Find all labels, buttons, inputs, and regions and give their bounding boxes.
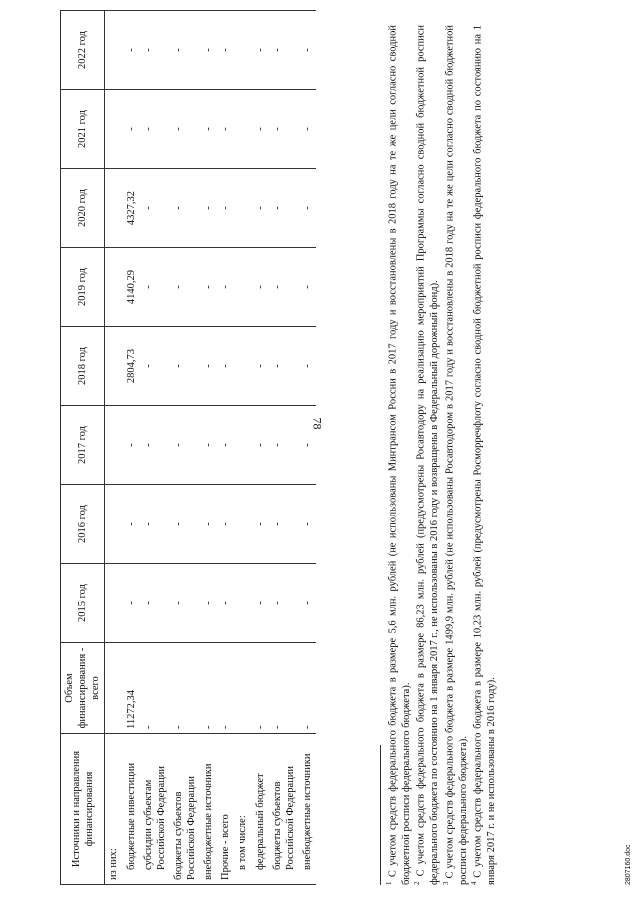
cell-year-value	[234, 327, 251, 406]
cell-year-value: 4327,32	[123, 169, 140, 248]
header-year: 2019 год	[61, 248, 105, 327]
cell-year-value: -	[217, 564, 234, 643]
cell-total: -	[299, 643, 316, 734]
cell-year-value: 4140,29	[123, 248, 140, 327]
footnote	[442, 25, 470, 885]
cell-year-value: -	[200, 11, 217, 90]
cell-year-value: -	[217, 485, 234, 564]
cell-total: -	[269, 643, 299, 734]
document-filename: 2807160.doc	[625, 844, 632, 885]
table-row	[140, 11, 170, 885]
cell-year-value: -	[269, 406, 299, 485]
cell-total: 11272,34	[123, 643, 140, 734]
header-year: 2016 год	[61, 485, 105, 564]
cell-year-value: -	[170, 169, 200, 248]
cell-year-value: -	[140, 564, 170, 643]
header-year: 2020 год	[61, 169, 105, 248]
row-label: в том числе:	[234, 734, 251, 885]
cell-year-value: -	[269, 248, 299, 327]
footnote-text: С учетом средств федерального бюджета в размере 1499,9 млн. рублей (не использованы Росавтодором в 2017 году и восстановлены в 2018 году на те же цели согласно сводной бюджетной росписи федерального бюджета).	[444, 24, 469, 885]
cell-year-value: -	[140, 248, 170, 327]
cell-year-value	[105, 564, 123, 643]
header-year: 2021 год	[61, 90, 105, 169]
cell-year-value: -	[269, 485, 299, 564]
table-row	[299, 11, 316, 885]
cell-year-value: -	[170, 564, 200, 643]
cell-year-value: -	[299, 248, 316, 327]
cell-year-value: -	[299, 406, 316, 485]
cell-year-value: -	[200, 90, 217, 169]
footnote	[413, 25, 441, 885]
cell-total: -	[217, 643, 234, 734]
row-label: Прочие - всего	[217, 734, 234, 885]
cell-year-value: -	[170, 248, 200, 327]
cell-year-value: -	[123, 406, 140, 485]
cell-year-value	[234, 564, 251, 643]
cell-year-value: -	[217, 248, 234, 327]
footnote-mark: 4	[470, 881, 479, 885]
cell-year-value: -	[252, 406, 269, 485]
cell-year-value: -	[217, 90, 234, 169]
row-label: бюджеты субъектов Российской Федерации	[170, 734, 200, 885]
row-label: внебюджетные источники	[299, 734, 316, 885]
cell-year-value: -	[200, 485, 217, 564]
footnote	[470, 25, 498, 885]
cell-year-value: -	[123, 485, 140, 564]
financing-table	[60, 10, 316, 885]
cell-year-value: -	[217, 169, 234, 248]
table-row	[200, 11, 217, 885]
cell-year-value: -	[252, 169, 269, 248]
cell-year-value: -	[252, 11, 269, 90]
row-label: бюджеты субъектов Российской Федерации	[269, 734, 299, 885]
header-year: 2017 год	[61, 406, 105, 485]
cell-year-value: -	[299, 90, 316, 169]
cell-year-value	[234, 90, 251, 169]
cell-total: -	[252, 643, 269, 734]
cell-year-value: -	[123, 90, 140, 169]
cell-year-value: -	[299, 169, 316, 248]
cell-year-value	[105, 169, 123, 248]
cell-year-value: -	[252, 485, 269, 564]
table-row	[217, 11, 234, 885]
cell-year-value: -	[170, 90, 200, 169]
cell-year-value: -	[299, 485, 316, 564]
cell-year-value	[105, 11, 123, 90]
cell-year-value: -	[269, 564, 299, 643]
cell-year-value: -	[217, 11, 234, 90]
row-label: бюджетные инвестиции	[123, 734, 140, 885]
table-row	[123, 11, 140, 885]
cell-year-value	[105, 406, 123, 485]
cell-year-value	[234, 169, 251, 248]
table-header-row	[61, 11, 105, 885]
cell-year-value: -	[200, 327, 217, 406]
table-row	[105, 11, 123, 885]
cell-year-value: -	[140, 485, 170, 564]
cell-year-value	[234, 485, 251, 564]
cell-year-value: -	[299, 11, 316, 90]
cell-year-value: -	[217, 406, 234, 485]
cell-year-value: -	[140, 90, 170, 169]
header-source: Источники и направления финансирования	[61, 734, 105, 885]
cell-year-value: -	[170, 485, 200, 564]
cell-total	[234, 643, 251, 734]
footnote-text: С учетом средств федерального бюджета в размере 10,23 млн. рублей (предусмотрены Росморречфлоту согласно сводной бюджетной росписи федерального бюджета по состоянию на 1 января 2017 г. и не использованы в 2016 году).	[472, 24, 498, 885]
footnote-divider	[380, 745, 381, 885]
footnote-text: С учетом средств федерального бюджета в размере 86,23 млн. рублей (предусмотрены Росавтодору на реализацию мероприятий Программы согласно сводной бюджетной росписи федерального бюджета по состоянию на 1 января 2017 г., не использованы в 2016 году и возвращены в Федеральный дорожный фонд).	[415, 24, 441, 885]
cell-year-value: -	[252, 248, 269, 327]
cell-year-value: -	[170, 327, 200, 406]
table-body	[105, 11, 316, 885]
cell-year-value: -	[269, 169, 299, 248]
cell-year-value: -	[140, 11, 170, 90]
footnotes	[380, 25, 499, 885]
cell-year-value: -	[200, 564, 217, 643]
cell-year-value: -	[140, 406, 170, 485]
footnote-mark: 3	[441, 881, 450, 885]
cell-year-value: -	[269, 90, 299, 169]
table-row	[170, 11, 200, 885]
table-row	[252, 11, 269, 885]
page-number: 78	[310, 417, 325, 430]
cell-year-value: -	[252, 90, 269, 169]
cell-year-value: -	[299, 564, 316, 643]
footnote-text: С учетом средств федерального бюджета в размере 5,6 млн. рублей (не использованы Минтрансом России в 2017 году и восстановлены в 2018 году на те же цели согласно сводной бюджетной росписи федерального бюджета).	[387, 25, 412, 885]
row-label: внебюджетные источники	[200, 734, 217, 885]
cell-year-value: -	[140, 327, 170, 406]
cell-year-value: -	[269, 11, 299, 90]
header-year: 2018 год	[61, 327, 105, 406]
header-year: 2015 год	[61, 564, 105, 643]
cell-year-value: -	[170, 406, 200, 485]
cell-year-value: -	[140, 169, 170, 248]
cell-total: -	[170, 643, 200, 734]
cell-year-value: 2804,73	[123, 327, 140, 406]
table-row	[234, 11, 251, 885]
cell-year-value: -	[269, 327, 299, 406]
cell-year-value: -	[217, 327, 234, 406]
row-label: из них:	[105, 734, 123, 885]
row-label: федеральный бюджет	[252, 734, 269, 885]
footnote	[385, 25, 413, 885]
cell-total	[105, 643, 123, 734]
cell-year-value: -	[200, 248, 217, 327]
table-row	[269, 11, 299, 885]
cell-year-value	[105, 248, 123, 327]
cell-year-value	[105, 327, 123, 406]
cell-year-value	[105, 90, 123, 169]
cell-total: -	[140, 643, 170, 734]
cell-year-value: -	[123, 11, 140, 90]
cell-year-value: -	[200, 406, 217, 485]
cell-year-value: -	[252, 327, 269, 406]
cell-year-value: -	[200, 169, 217, 248]
cell-year-value: -	[123, 564, 140, 643]
cell-total: -	[200, 643, 217, 734]
header-total: Объем финансирования - всего	[61, 643, 105, 734]
footnote-mark: 2	[413, 881, 422, 885]
cell-year-value	[234, 406, 251, 485]
footnote-mark: 1	[385, 881, 393, 885]
cell-year-value: -	[252, 564, 269, 643]
cell-year-value	[105, 485, 123, 564]
cell-year-value	[234, 11, 251, 90]
cell-year-value: -	[170, 11, 200, 90]
header-year: 2022 год	[61, 11, 105, 90]
cell-year-value: -	[299, 327, 316, 406]
row-label: субсидии субъектам Российской Федерации	[140, 734, 170, 885]
cell-year-value	[234, 248, 251, 327]
